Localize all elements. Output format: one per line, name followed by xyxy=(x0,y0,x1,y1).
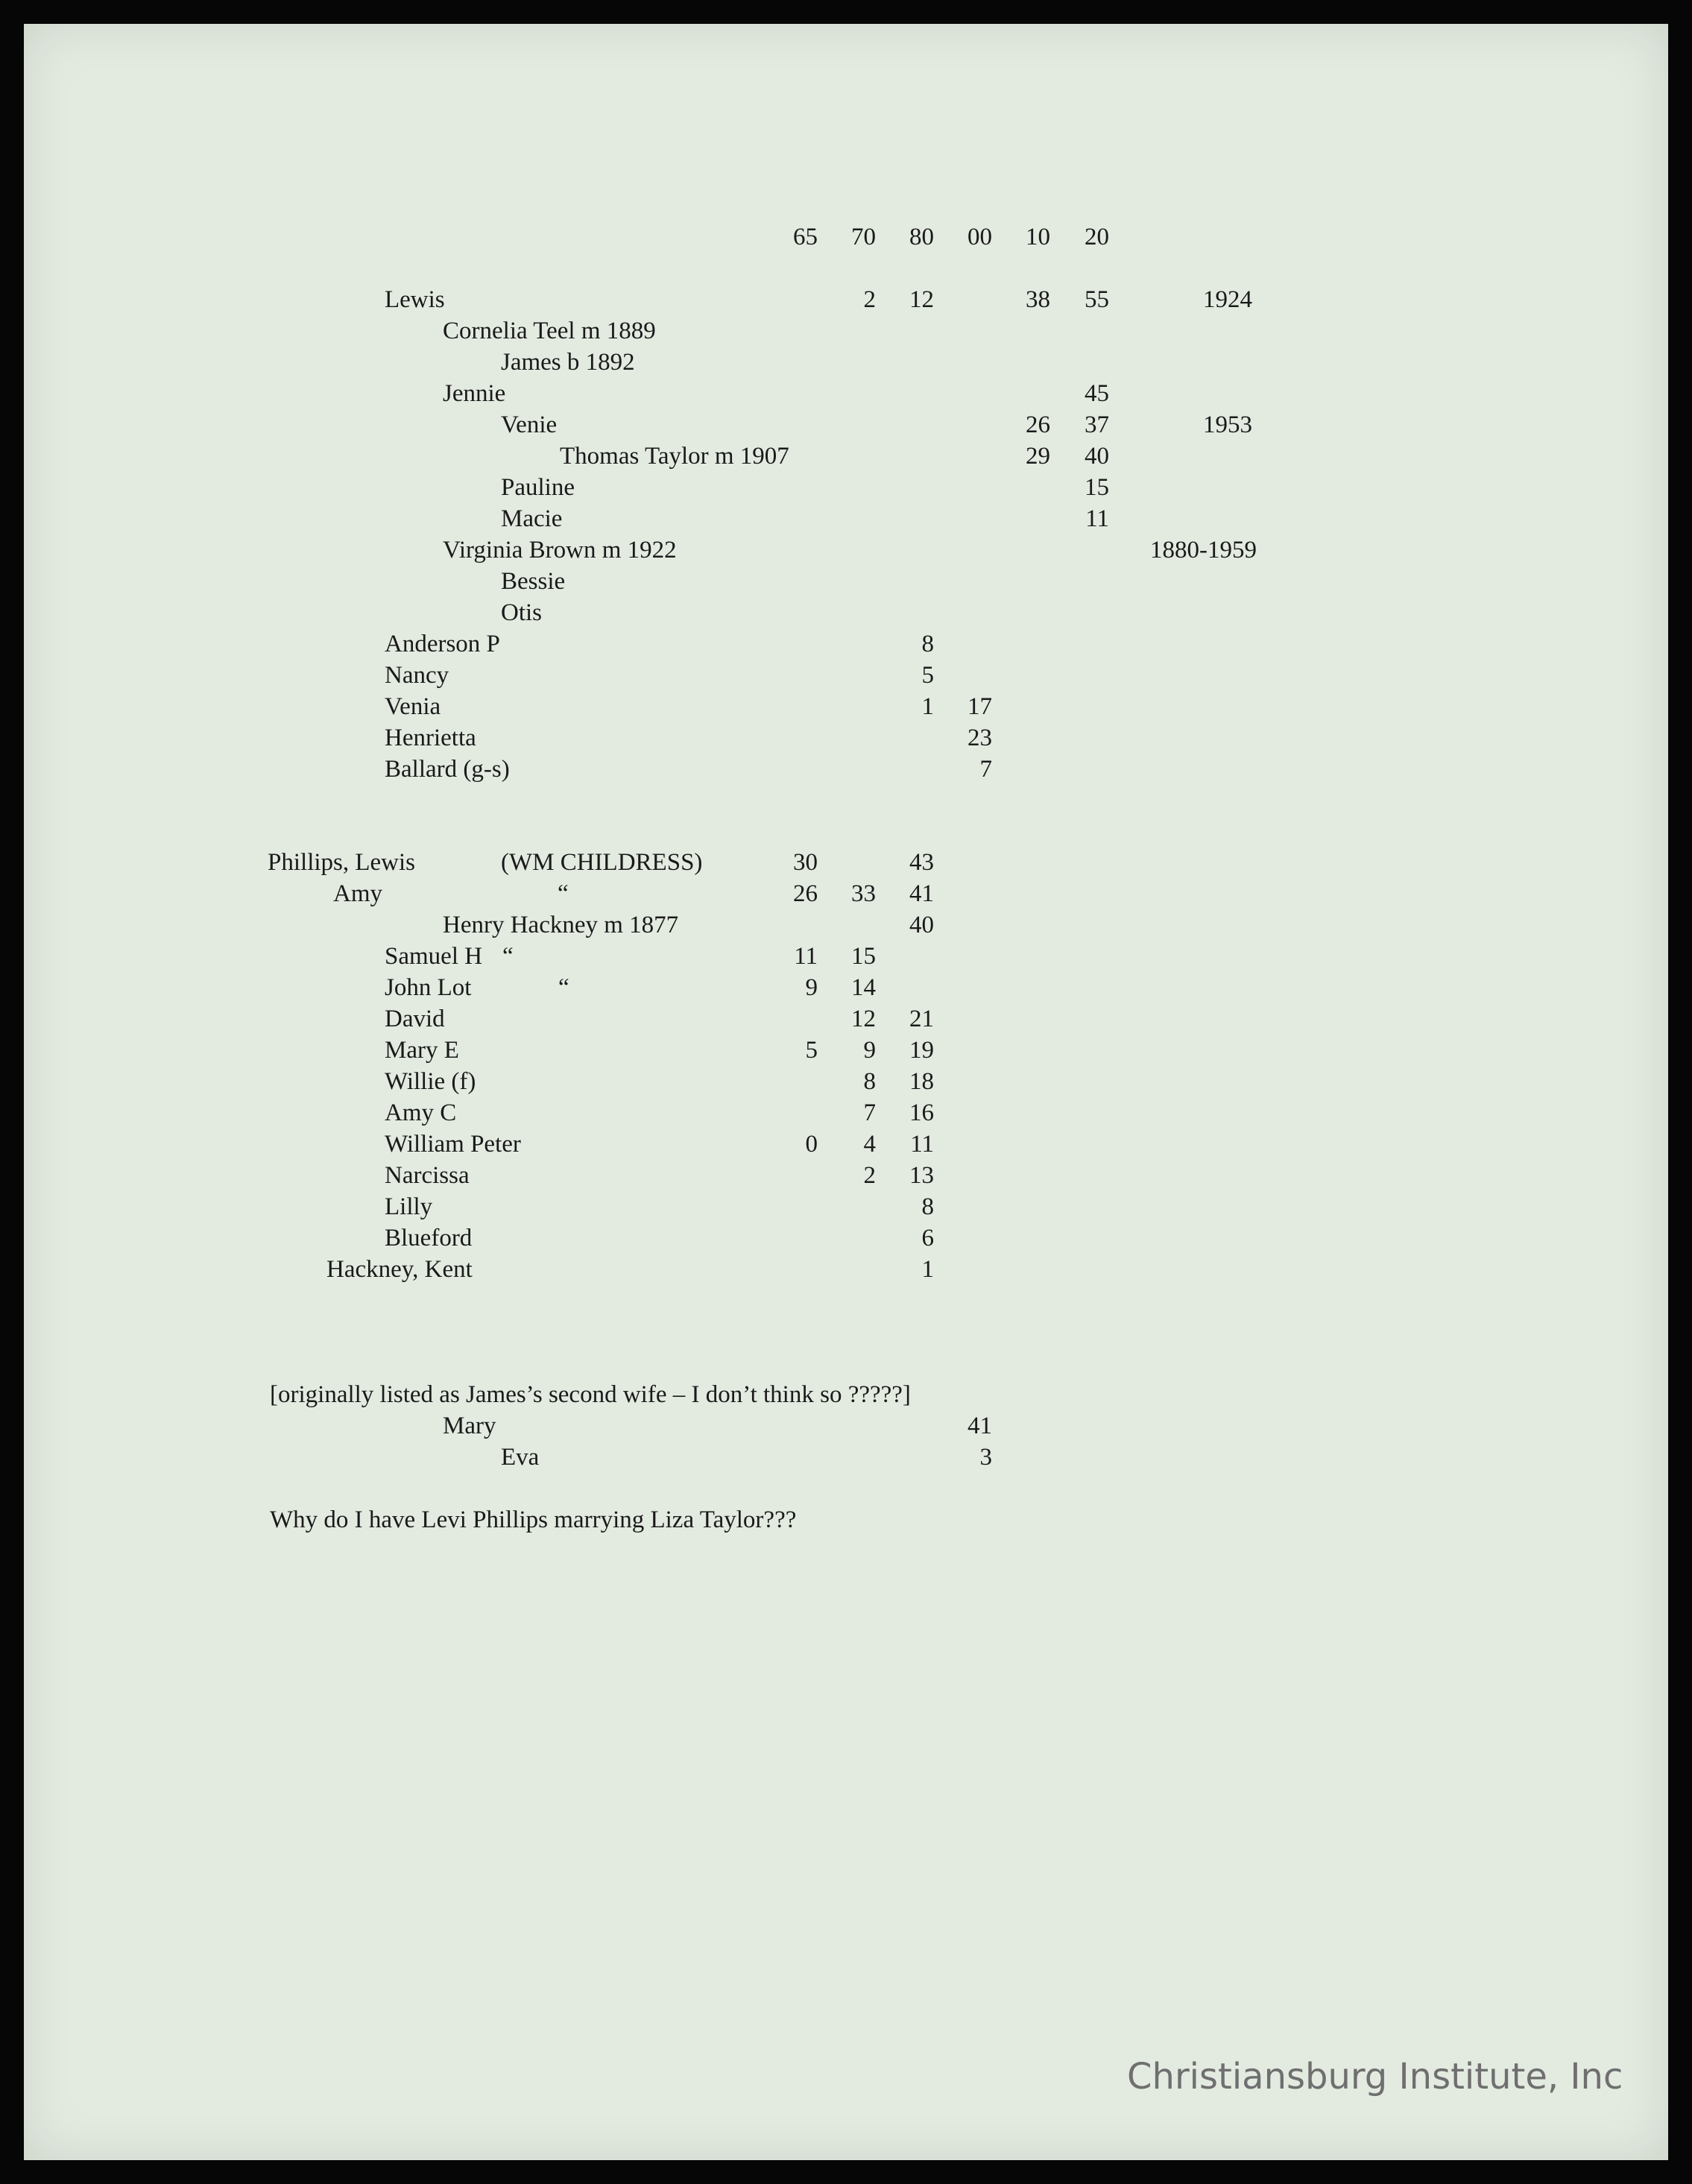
narcissa-age-70: 2 xyxy=(863,1162,876,1189)
david-age-70: 12 xyxy=(851,1006,876,1032)
samuel-h-age-70: 15 xyxy=(851,943,876,970)
thomas-taylor-age-20: 40 xyxy=(1085,443,1109,470)
lewis-age-80: 12 xyxy=(909,286,934,313)
pauline-name: Pauline xyxy=(501,474,575,501)
cornelia-teel-name: Cornelia Teel m 1889 xyxy=(443,318,656,344)
pauline-age-20: 15 xyxy=(1085,474,1109,501)
hackney-kent-name: Hackney, Kent xyxy=(326,1256,473,1283)
lewis-name: Lewis xyxy=(385,286,445,313)
john-lot-name: John Lot xyxy=(385,974,472,1001)
samuel-ditto-mark: “ xyxy=(502,943,514,970)
willie-name: Willie (f) xyxy=(385,1068,476,1095)
john-lot-age-70: 14 xyxy=(851,974,876,1001)
venie-death-year: 1953 xyxy=(1203,411,1252,438)
ballard-age-00: 7 xyxy=(979,756,992,783)
jennie-name: Jennie xyxy=(443,380,506,407)
samuel-h-age-65: 11 xyxy=(794,943,818,970)
bracketed-note: [originally listed as James’s second wife – I don’t think so ?????] xyxy=(270,1381,911,1408)
column-header-00: 00 xyxy=(967,224,992,250)
william-peter-age-80: 11 xyxy=(910,1131,934,1158)
amy-c-name: Amy C xyxy=(385,1099,457,1126)
venie-age-10: 26 xyxy=(1026,411,1050,438)
nancy-age-80: 5 xyxy=(921,662,934,689)
nancy-name: Nancy xyxy=(385,662,449,689)
column-header-10: 10 xyxy=(1026,224,1050,250)
mary-e-age-70: 9 xyxy=(863,1037,876,1064)
phillips-lewis-age-65: 30 xyxy=(793,849,818,876)
blueford-name: Blueford xyxy=(385,1225,473,1252)
column-header-65: 65 xyxy=(793,224,818,250)
john-lot-age-65: 9 xyxy=(805,974,818,1001)
amy-ditto-mark: “ xyxy=(558,880,569,907)
column-header-70: 70 xyxy=(851,224,876,250)
david-age-80: 21 xyxy=(909,1006,934,1032)
samuel-h-name: Samuel H xyxy=(385,943,483,970)
mary-e-name: Mary E xyxy=(385,1037,459,1064)
willie-age-80: 18 xyxy=(909,1068,934,1095)
venia-age-80: 1 xyxy=(921,693,934,720)
henry-hackney-name: Henry Hackney m 1877 xyxy=(443,912,679,938)
jennie-age-20: 45 xyxy=(1085,380,1109,407)
venia-age-00: 17 xyxy=(967,693,992,720)
eva-name: Eva xyxy=(501,1444,540,1471)
narcissa-age-80: 13 xyxy=(909,1162,934,1189)
thomas-taylor-name: Thomas Taylor m 1907 xyxy=(560,443,789,470)
henry-hackney-age-80: 40 xyxy=(909,912,934,938)
mary-name: Mary xyxy=(443,1413,496,1439)
lewis-death-year: 1924 xyxy=(1203,286,1252,313)
virginia-brown-name: Virginia Brown m 1922 xyxy=(443,537,677,564)
willie-age-70: 8 xyxy=(863,1068,876,1095)
blueford-age-80: 6 xyxy=(921,1225,934,1252)
phillips-lewis-note: (WM CHILDRESS) xyxy=(501,849,703,876)
william-peter-age-65: 0 xyxy=(805,1131,818,1158)
macie-age-20: 11 xyxy=(1085,505,1109,532)
amy-c-age-70: 7 xyxy=(863,1099,876,1126)
phillips-lewis-name: Phillips, Lewis xyxy=(268,849,416,876)
henrietta-name: Henrietta xyxy=(385,725,476,751)
william-peter-age-70: 4 xyxy=(863,1131,876,1158)
henrietta-age-00: 23 xyxy=(967,725,992,751)
column-header-80: 80 xyxy=(909,224,934,250)
james-name: James b 1892 xyxy=(501,349,635,376)
venie-name: Venie xyxy=(501,411,558,438)
hackney-kent-age-80: 1 xyxy=(921,1256,934,1283)
narcissa-name: Narcissa xyxy=(385,1162,470,1189)
lilly-name: Lilly xyxy=(385,1193,433,1220)
venie-age-20: 37 xyxy=(1085,411,1109,438)
column-header-20: 20 xyxy=(1085,224,1109,250)
bessie-name: Bessie xyxy=(501,568,566,595)
venia-name: Venia xyxy=(385,693,441,720)
document-page xyxy=(24,24,1668,2160)
amy-age-70: 33 xyxy=(851,880,876,907)
mary-e-age-80: 19 xyxy=(909,1037,934,1064)
macie-name: Macie xyxy=(501,505,563,532)
william-peter-name: William Peter xyxy=(385,1131,521,1158)
anderson-p-name: Anderson P xyxy=(385,631,500,657)
ballard-name: Ballard (g-s) xyxy=(385,756,510,783)
john-lot-ditto-mark: “ xyxy=(558,974,569,1001)
amy-age-80: 41 xyxy=(909,880,934,907)
eva-age: 3 xyxy=(979,1444,992,1471)
lilly-age-80: 8 xyxy=(921,1193,934,1220)
virginia-life-span: 1880-1959 xyxy=(1150,537,1257,564)
amy-c-age-80: 16 xyxy=(909,1099,934,1126)
amy-name: Amy xyxy=(333,880,382,907)
lewis-age-70: 2 xyxy=(863,286,876,313)
mary-e-age-65: 5 xyxy=(805,1037,818,1064)
amy-age-65: 26 xyxy=(793,880,818,907)
watermark: Christiansburg Institute, Inc xyxy=(1127,2056,1623,2098)
mary-age: 41 xyxy=(967,1413,992,1439)
lewis-age-10: 38 xyxy=(1026,286,1050,313)
phillips-lewis-age-80: 43 xyxy=(909,849,934,876)
anderson-p-age-80: 8 xyxy=(921,631,934,657)
david-name: David xyxy=(385,1006,445,1032)
lewis-age-20: 55 xyxy=(1085,286,1109,313)
otis-name: Otis xyxy=(501,599,543,626)
closing-question: Why do I have Levi Phillips marrying Liza Taylor??? xyxy=(270,1506,797,1533)
thomas-taylor-age-10: 29 xyxy=(1026,443,1050,470)
